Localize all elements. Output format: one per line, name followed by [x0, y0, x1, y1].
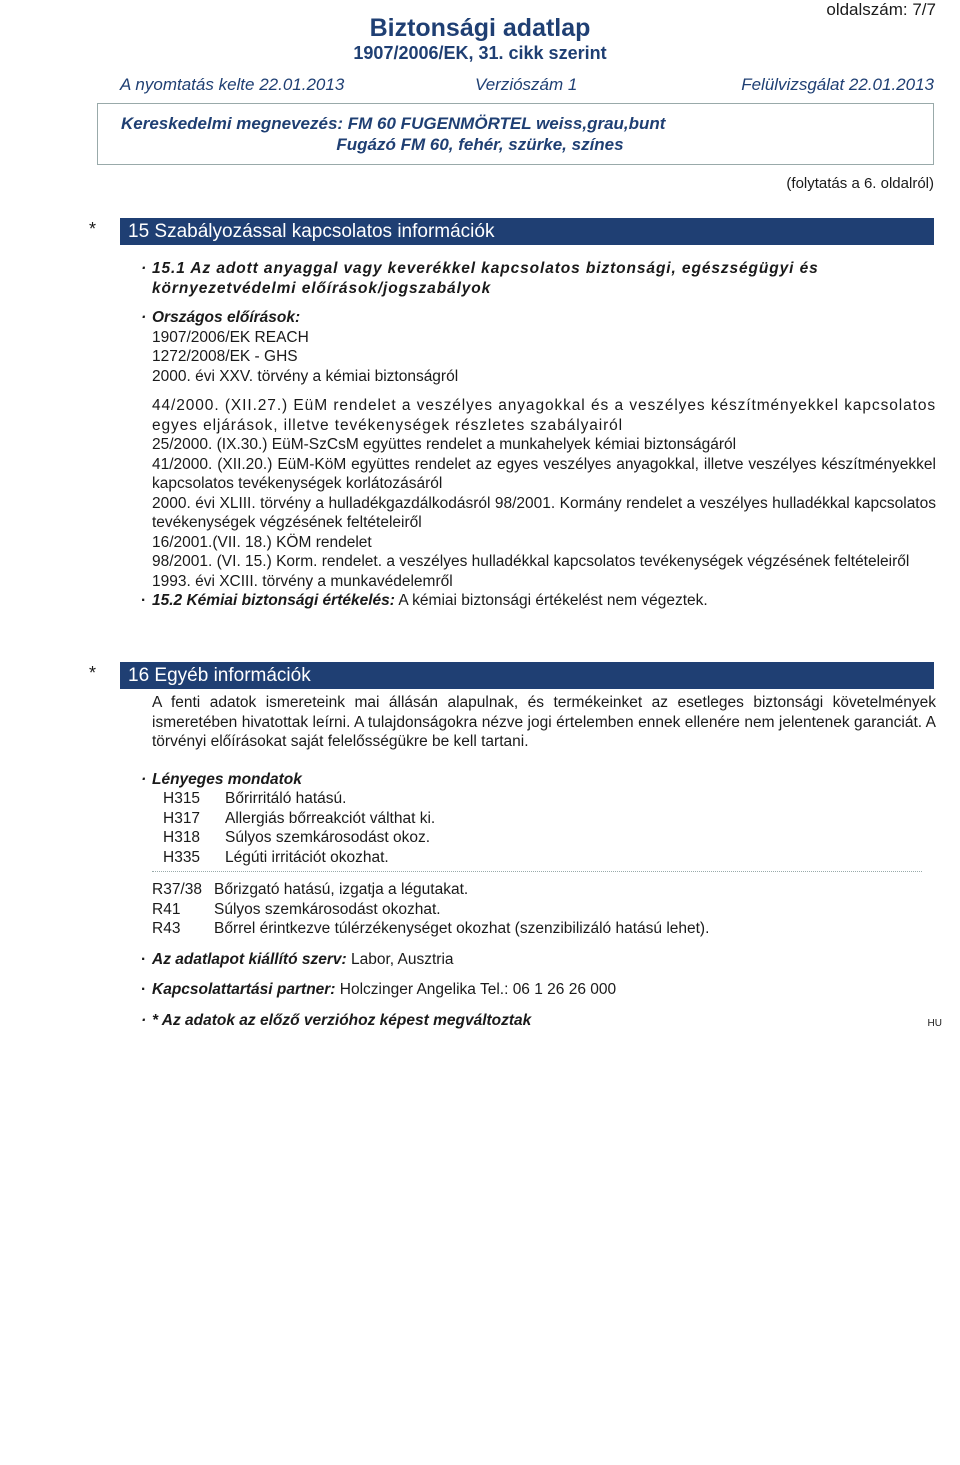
phrase-text: Bőrrel érintkezve túlérzékenységet okozhat (szenzibilizáló hatású lehet).	[214, 920, 710, 937]
country-code: HU	[927, 1018, 942, 1029]
r-phrases-table	[152, 880, 709, 939]
subsection-15-1-title: · 15.1 Az adott anyaggal vagy keverékkel kapcsolatos biztonsági, egészségügyi és környezetvédelmi előírások/jogszabályok	[141, 259, 936, 298]
h-phrase-row	[163, 809, 435, 829]
issuer-value: Labor, Ausztria	[350, 950, 454, 968]
chemical-assessment-text: A kémiai biztonsági értékelést nem végeztek.	[398, 592, 708, 609]
r-phrase-row	[152, 919, 709, 939]
phrase-text: Bőrirritáló hatású.	[225, 790, 347, 807]
chemical-assessment-label: 15.2 Kémiai biztonsági értékelés:	[152, 592, 395, 609]
subsection-15-2	[141, 591, 936, 611]
changes-note: · * Az adatok az előző verzióhoz képest megváltoztak	[141, 1011, 936, 1031]
regulation-line: 1907/2006/EK REACH	[152, 328, 309, 346]
contact-label: Kapcsolattartási partner:	[152, 981, 336, 998]
disclaimer-text: A fenti adatok ismereteink mai állásán alapulnak, és termékeinket az esetleges biztonsági követelmények ismeretében hivatottak leírni. A tulajdonságokra nézve jogi értelemben ennek ellenére nem jelentenek garanciát. A törvényi előírásokat saját felelősségükre be kell tartani.	[152, 694, 936, 750]
change-marker: *	[89, 219, 97, 239]
revision-date: Felülvizsgálat 22.01.2013	[741, 75, 934, 94]
phrase-text: Allergiás bőrreakciót válthat ki.	[225, 809, 436, 827]
h-phrases-table	[152, 789, 435, 867]
phrase-code: H335	[163, 848, 201, 866]
h-phrase-row	[163, 848, 435, 868]
page-number: oldalszám: 7/7	[826, 0, 936, 19]
phrase-code: H318	[163, 829, 201, 846]
relevant-phrases-label: · Lényeges mondatok	[141, 770, 936, 790]
h-phrase-row	[163, 828, 435, 848]
continued-note: (folytatás a 6. oldalról)	[786, 175, 934, 192]
phrase-code: H317	[163, 809, 201, 827]
section-15-header: 15 Szabályozással kapcsolatos információk	[120, 218, 934, 245]
regulation-line: 2000. évi XLIII. törvény a hulladékgazdálkodásról 98/2001. Kormány rendelet a veszélyes hulladékkal kapcsolatos tevékenységek végzésének feltételeiről	[152, 494, 936, 531]
regulation-line: 25/2000. (IX.30.) EüM-SzCsM együttes rendelet a munkahelyek kémiai biztonságáról	[152, 436, 737, 453]
issuer-line	[141, 950, 936, 970]
regulation-line: 44/2000. (XII.27.) EüM rendelet a veszélyes anyagokkal és a veszélyes készítményekkel kapcsolatos egyes eljárások, illetve tevékenységek részletes szabályairól	[152, 397, 936, 434]
section-16-header: 16 Egyéb információk	[120, 662, 934, 689]
regulation-line: 98/2001. (VI. 15.) Korm. rendelet. a veszélyes hulladékkal kapcsolatos tevékenységek végzésének feltételeiről	[152, 553, 910, 570]
issuer-label: Az adatlapot kiállító szerv:	[152, 950, 347, 968]
document-title: Biztonsági adatlap	[369, 14, 591, 42]
r-phrase-row	[152, 880, 709, 900]
phrase-code: R43	[152, 920, 181, 937]
trade-name: Kereskedelmi megnevezés: FM 60 FUGENMÖRTEL weiss,grau,bunt	[121, 114, 666, 133]
h-phrase-row	[163, 789, 435, 809]
phrase-text: Súlyos szemkárosodást okoz.	[225, 829, 431, 846]
phrase-text: Súlyos szemkárosodást okozhat.	[214, 900, 441, 918]
change-marker: *	[89, 663, 97, 683]
regulation-line: 1993. évi XCIII. törvény a munkavédelemről	[152, 572, 453, 590]
trade-name-hungarian: Fugázó FM 60, fehér, szürke, színes	[336, 135, 624, 154]
section-16-content	[141, 693, 936, 1030]
regulation-line: 41/2000. (XII.20.) EüM-KöM együttes rendelet az egyes veszélyes anyagokkal, illetve veszélyes készítményekkel kapcsolatos tevékenységek korlátozásáról	[152, 455, 936, 492]
regulation-line: 2000. évi XXV. törvény a kémiai biztonságról	[152, 367, 459, 385]
trade-name-box	[97, 103, 934, 165]
regulation-line: 1272/2008/EK - GHS	[152, 348, 298, 365]
print-date: A nyomtatás kelte 22.01.2013	[120, 75, 345, 94]
version: Verziószám 1	[475, 75, 578, 94]
phrase-code: R37/38	[152, 881, 202, 898]
contact-value: Holczinger Angelika Tel.: 06 1 26 26 000	[339, 981, 617, 998]
dotted-separator	[152, 871, 922, 872]
regulation-line: 16/2001.(VII. 18.) KÖM rendelet	[152, 533, 372, 551]
phrase-code: H315	[163, 790, 201, 807]
document-subtitle: 1907/2006/EK, 31. cikk szerint	[353, 43, 607, 63]
national-regulations-label: · Országos előírások:	[141, 308, 936, 328]
phrase-code: R41	[152, 900, 181, 918]
r-phrase-row	[152, 900, 709, 920]
phrase-text: Bőrizgató hatású, izgatja a légutakat.	[214, 881, 469, 898]
contact-line	[141, 980, 936, 1000]
phrase-text: Légúti irritációt okozhat.	[225, 848, 389, 866]
section-15-content	[141, 259, 936, 611]
